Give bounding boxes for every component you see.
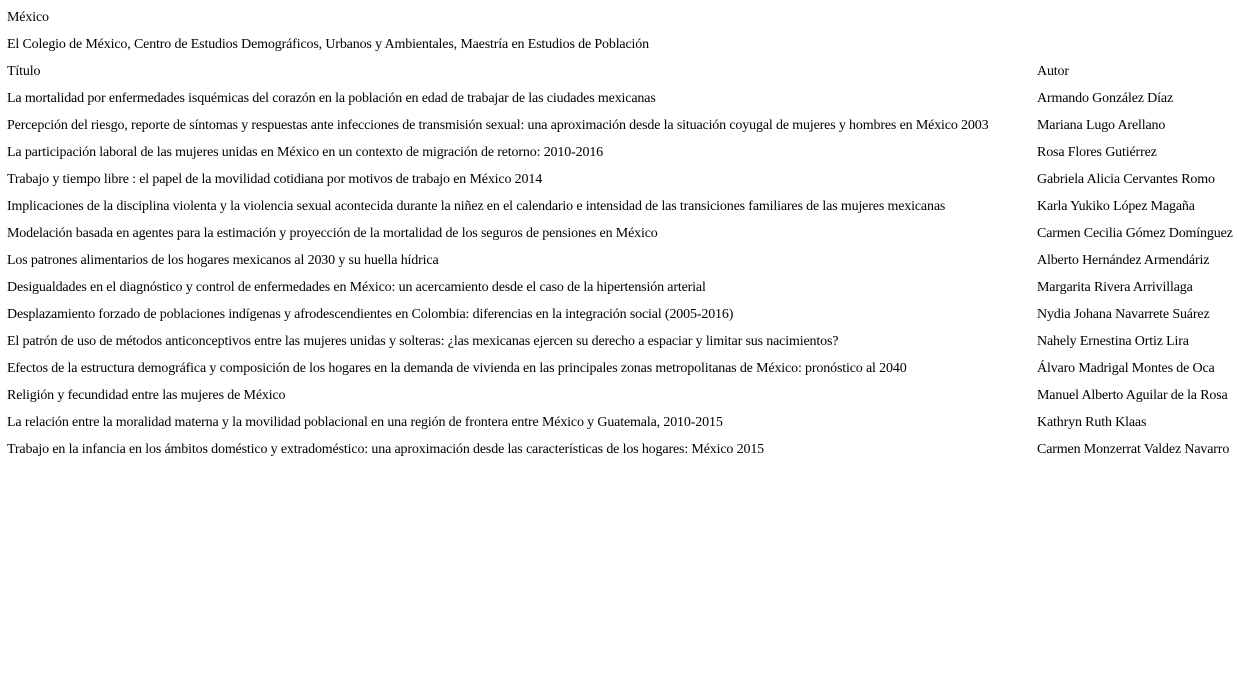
thesis-author: Margarita Rivera Arrivillaga	[1037, 280, 1193, 295]
thesis-title: Implicaciones de la disciplina violenta y la violencia sexual acontecida durante la niñez en el calendario e intensidad de las transiciones familiares de las mujeres mexicanas	[7, 199, 946, 214]
thesis-title: La participación laboral de las mujeres unidas en México en un contexto de migración de retorno: 2010-2016	[7, 145, 604, 160]
table-row	[6, 193, 1237, 220]
institution-heading: El Colegio de México, Centro de Estudios Demográficos, Urbanos y Ambientales, Maestría en Estudios de Población	[7, 37, 650, 52]
thesis-author: Mariana Lugo Arellano	[1037, 118, 1166, 133]
thesis-title: Trabajo en la infancia en los ámbitos doméstico y extradoméstico: una aproximación desde las características de los hogares: México 2015	[7, 442, 765, 457]
table-row	[6, 301, 1237, 328]
theses-table	[6, 58, 1237, 463]
table-row	[6, 274, 1237, 301]
thesis-title: Efectos de la estructura demográfica y composición de los hogares en la demanda de vivienda en las principales zonas metropolitanas de México: pronóstico al 2040	[7, 361, 907, 376]
thesis-title: Trabajo y tiempo libre : el papel de la movilidad cotidiana por motivos de trabajo en México 2014	[7, 172, 543, 187]
thesis-title: El patrón de uso de métodos anticonceptivos entre las mujeres unidas y solteras: ¿las mexicanas ejercen su derecho a espaciar y limitar sus nacimientos?	[7, 334, 839, 349]
country-heading: México	[7, 10, 49, 25]
table-row	[6, 85, 1237, 112]
thesis-author: Nahely Ernestina Ortiz Lira	[1037, 334, 1189, 349]
thesis-title: Desigualdades en el diagnóstico y control de enfermedades en México: un acercamiento desde el caso de la hipertensión arterial	[7, 280, 706, 295]
thesis-author: Armando González Díaz	[1037, 91, 1174, 106]
table-row	[6, 436, 1237, 463]
table-row	[6, 112, 1237, 139]
thesis-title: Los patrones alimentarios de los hogares mexicanos al 2030 y su huella hídrica	[7, 253, 439, 268]
thesis-author: Carmen Cecilia Gómez Domínguez	[1037, 226, 1233, 241]
thesis-author: Alberto Hernández Armendáriz	[1037, 253, 1210, 268]
thesis-title: Desplazamiento forzado de poblaciones indígenas y afrodescendientes en Colombia: diferencias en la integración social (2005-2016)	[7, 307, 734, 322]
column-header-title: Título	[7, 64, 41, 79]
thesis-author: Rosa Flores Gutiérrez	[1037, 145, 1157, 160]
table-row	[6, 247, 1237, 274]
column-header-author: Autor	[1037, 64, 1069, 79]
thesis-title: Modelación basada en agentes para la estimación y proyección de la mortalidad de los seguros de pensiones en México	[7, 226, 658, 241]
thesis-author: Kathryn Ruth Klaas	[1037, 415, 1147, 430]
thesis-title: La mortalidad por enfermedades isquémicas del corazón en la población en edad de trabajar de las ciudades mexicanas	[7, 91, 656, 106]
thesis-author: Carmen Monzerrat Valdez Navarro	[1037, 442, 1230, 457]
thesis-author: Karla Yukiko López Magaña	[1037, 199, 1195, 214]
table-row	[6, 139, 1237, 166]
thesis-author: Nydia Johana Navarrete Suárez	[1037, 307, 1210, 322]
thesis-title: La relación entre la moralidad materna y la movilidad poblacional en una región de frontera entre México y Guatemala, 2010-2015	[7, 415, 723, 430]
thesis-author: Manuel Alberto Aguilar de la Rosa	[1037, 388, 1228, 403]
thesis-author: Gabriela Alicia Cervantes Romo	[1037, 172, 1215, 187]
thesis-author: Álvaro Madrigal Montes de Oca	[1037, 361, 1215, 376]
table-row	[6, 328, 1237, 355]
table-header-row	[6, 58, 1237, 85]
table-row	[6, 166, 1237, 193]
thesis-title: Religión y fecundidad entre las mujeres de México	[7, 388, 286, 403]
table-row	[6, 409, 1237, 436]
table-row	[6, 382, 1237, 409]
table-row	[6, 220, 1237, 247]
table-row	[6, 355, 1237, 382]
thesis-title: Percepción del riesgo, reporte de síntomas y respuestas ante infecciones de transmisión sexual: una aproximación desde la situación coyugal de mujeres y hombres en México 2003	[7, 118, 989, 133]
